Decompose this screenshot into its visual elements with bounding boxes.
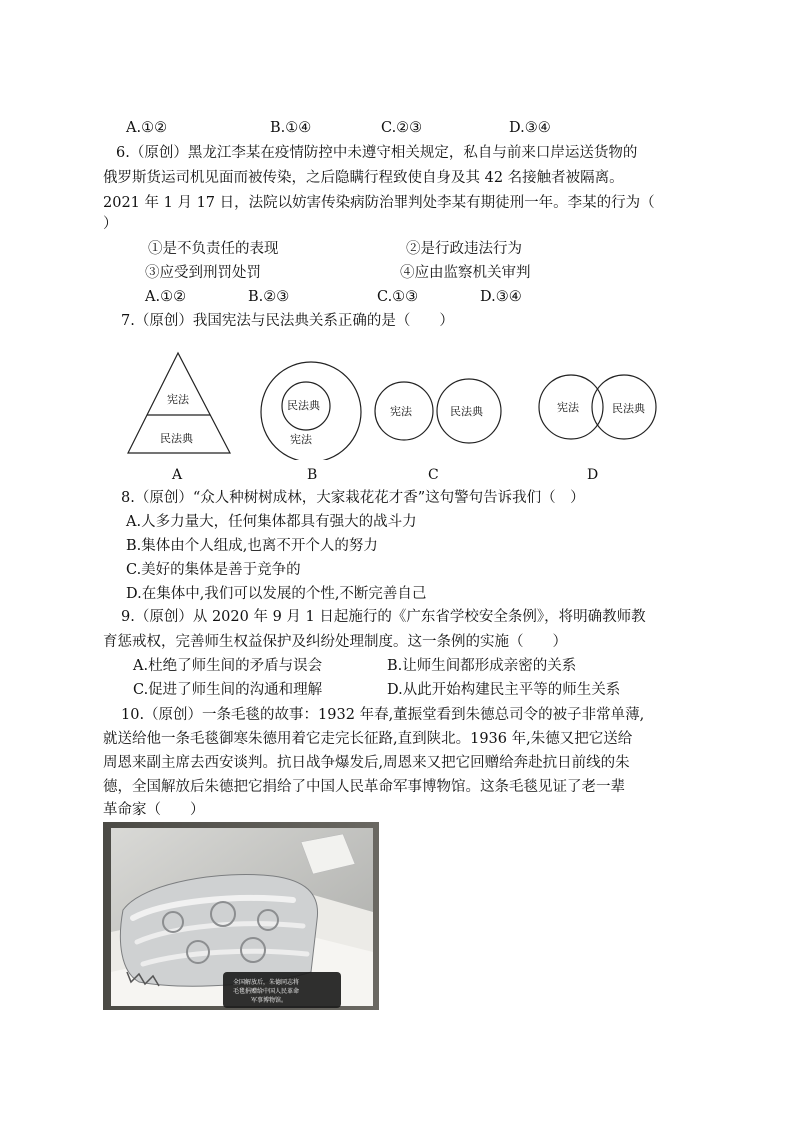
photo-caption-line-3: 军事博物馆。 <box>251 997 288 1004</box>
q6-option-a: A.①② <box>145 289 187 305</box>
q6-statement-4: ④应由监察机关审判 <box>400 265 531 281</box>
q8-question: 8.（原创）“众人种树树成林，大家栽花花才香”这句警句告诉我们（ ） <box>121 490 585 506</box>
photo-caption-line-1: 全国解放后，朱德同志将 <box>233 979 300 986</box>
q9-option-d: D.从此开始构建民主平等的师生关系 <box>387 682 621 698</box>
q7-question: 7.（原创）我国宪法与民法典关系正确的是（ ） <box>121 313 454 329</box>
q10-line-2: 就送给他一条毛毯御寒朱德用着它走完长征路,直到陕北。1936 年,朱德又把它送给 <box>103 731 633 747</box>
q8-option-d: D.在集体中,我们可以发展的个性,不断完善自己 <box>126 586 427 602</box>
q7-diagram <box>120 345 680 460</box>
q5-option-c: C.②③ <box>381 120 423 136</box>
diagram-c-right: 民法典 <box>450 405 483 418</box>
q9-option-a: A.杜绝了师生间的矛盾与误会 <box>133 658 323 674</box>
q7-letter-a: A <box>172 467 183 483</box>
diagram-b-inner: 民法典 <box>287 399 320 412</box>
q6-option-d: D.③④ <box>480 289 522 305</box>
q6-option-b: B.②③ <box>248 289 290 305</box>
q5-option-a: A.①② <box>126 120 168 136</box>
q8-option-b: B.集体由个人组成,也离不开个人的努力 <box>126 538 378 554</box>
q6-statement-2: ②是行政违法行为 <box>406 241 522 257</box>
q9-option-b: B.让师生间都形成亲密的关系 <box>387 658 577 674</box>
diagram-d-right: 民法典 <box>612 402 645 415</box>
q6-option-c: C.①③ <box>377 289 419 305</box>
q7-letter-c: C <box>428 467 439 483</box>
q9-line-1: 9.（原创）从 2020 年 9 月 1 日起施行的《广东省学校安全条例》，将明确教师教 <box>121 609 646 625</box>
q9-line-2: 育惩戒权，完善师生权益保护及纠纷处理制度。这一条例的实施（ ） <box>103 634 567 650</box>
q7-letter-d: D <box>587 467 599 483</box>
q10-line-4: 德，全国解放后朱德把它捐给了中国人民革命军事博物馆。这条毛毯见证了老一辈 <box>103 779 625 795</box>
q6-line-1: 6.（原创）黑龙江李某在疫情防控中未遵守相关规定，私自与前来口岸运送货物的 <box>116 145 638 161</box>
blanket-photo <box>103 822 379 1010</box>
diagram-d-left: 宪法 <box>557 401 579 414</box>
q5-option-d: D.③④ <box>509 120 551 136</box>
blanket-photo-image <box>103 822 379 1010</box>
q10-line-3: 周恩来副主席去西安谈判。抗日战争爆发后,周恩来又把它回赠给奔赴抗日前线的朱 <box>103 755 630 771</box>
q8-option-a: A.人多力量大，任何集体都具有强大的战斗力 <box>126 514 417 530</box>
q10-line-5: 革命家（ ） <box>103 802 205 818</box>
q10-line-1: 10.（原创）一条毛毯的故事：1932 年春,董振堂看到朱德总司令的被子非常单薄, <box>121 707 645 723</box>
q7-letter-b: B <box>307 467 318 483</box>
q5-option-b: B.①④ <box>270 120 312 136</box>
diagram-b-outer: 宪法 <box>290 433 312 446</box>
diagram-c-left: 宪法 <box>390 405 412 418</box>
q6-line-4: ） <box>103 216 118 232</box>
q6-line-3: 2021 年 1 月 17 日，法院以妨害传染病防治罪判处李某有期徒刑一年。李某的行为（ <box>103 195 655 211</box>
diagram-a-bottom: 民法典 <box>160 432 193 445</box>
q8-option-c: C.美好的集体是善于竞争的 <box>126 562 301 578</box>
q6-statement-1: ①是不负责任的表现 <box>148 241 279 257</box>
q6-statement-3: ③应受到刑罚处罚 <box>145 265 261 281</box>
diagram-a-top: 宪法 <box>167 393 189 406</box>
photo-caption-line-2: 毛毯捐赠给中国人民革命 <box>233 988 300 995</box>
q6-line-2: 俄罗斯货运司机见面而被传染，之后隐瞒行程致使自身及其 42 名接触者被隔离。 <box>103 170 624 186</box>
q9-option-c: C.促进了师生间的沟通和理解 <box>133 682 323 698</box>
